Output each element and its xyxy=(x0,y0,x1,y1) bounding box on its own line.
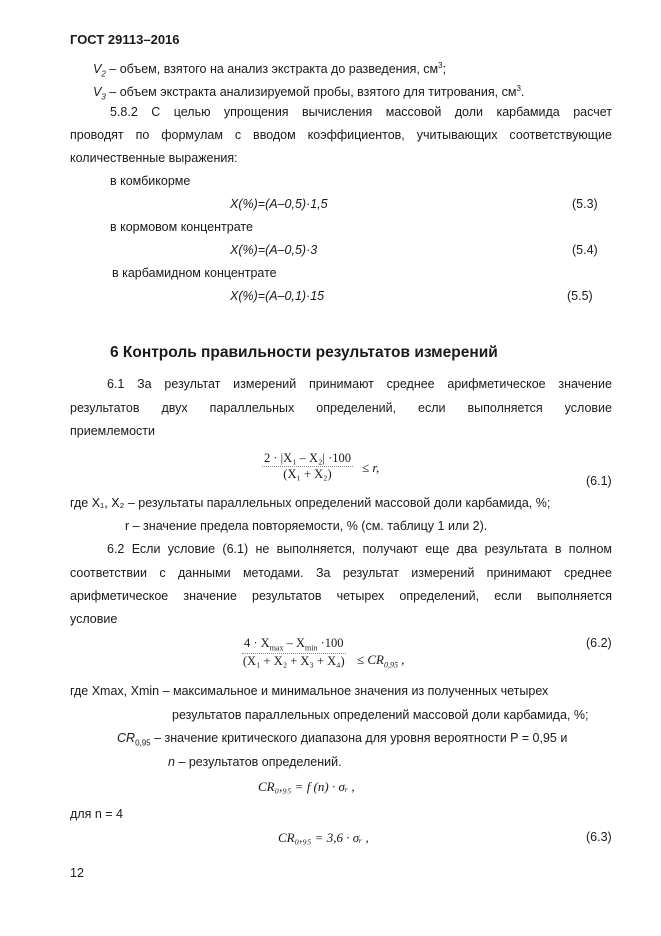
document-header: ГОСТ 29113–2016 xyxy=(70,32,180,47)
paragraph-5-8-2-line: количественные выражения: xyxy=(70,151,238,165)
formula-number: (5.5) xyxy=(567,289,593,303)
case-label: в комбикорме xyxy=(110,174,191,188)
paragraph-6-2-line: соответствии с данными методами. За результат измерений принимают среднее xyxy=(70,566,612,580)
where-6-2-line: n – результатов определений. xyxy=(168,755,342,769)
formula-6-3: CR₀,₉₅ = 3,6 · σᵣ , xyxy=(278,830,369,845)
where-6-2-line: $CR_{0,95}$ – значение критического диапазона для уровня вероятности P = 0,95 и xyxy=(117,731,568,748)
formula-number: (5.4) xyxy=(572,243,598,257)
for-n-label: для n = 4 xyxy=(70,807,123,821)
section-heading: 6 Контроль правильности результатов измерений xyxy=(110,344,498,361)
where-6-2-line: результатов параллельных определений массовой доли карбамида, %; xyxy=(172,708,589,722)
formula-6-1: $\frac{\text{2 · |X₁ – X₂| ·100}}{\text{(X₁ + X₂)}}$ xyxy=(264,451,351,481)
paragraph-5-8-2-line: 5.8.2 С целью упрощения вычисления массовой доли карбамида расчет xyxy=(110,105,612,119)
paragraph-6-1-line: 6.1 За результат измерений принимают среднее арифметическое значение xyxy=(107,377,612,391)
definition-v3: $V_3$ – объем экстракта анализируемой пробы, взятого для титрования, $см^3$. xyxy=(93,84,525,102)
formula-number: (6.1) xyxy=(586,474,612,488)
paragraph-6-1-line: приемлемости xyxy=(70,424,155,438)
formula-5-3: X(%)=(A–0,5)·1,5 xyxy=(230,197,328,211)
formula-5-5: X(%)=(A–0,1)·15 xyxy=(230,289,325,303)
definition-v2: $V_2$ – объем, взятого на анализ экстракта до разведения, $см^3$; xyxy=(93,61,447,79)
case-label: в кормовом концентрате xyxy=(110,220,253,234)
paragraph-6-2-line: условие xyxy=(70,612,118,626)
formula-cr: CR₀,₉₅ = f (n) · σᵣ , xyxy=(258,779,355,794)
page-number: 12 xyxy=(70,866,84,880)
paragraph-5-8-2-line: проводят по формулам с вводом коэффициентов, учитывающих соответствующие xyxy=(70,128,612,142)
formula-5-4: X(%)=(A–0,5)·3 xyxy=(230,243,318,257)
formula-number: (6.2) xyxy=(586,636,612,650)
case-label: в карбамидном концентрате xyxy=(112,266,277,280)
formula-6-2-rhs: ≤ $CR_{0,95}$ , xyxy=(357,652,405,670)
formula-number: (5.3) xyxy=(572,197,598,211)
formula-number: (6.3) xyxy=(586,830,612,844)
where-6-2-line: где Xmax, Xmin – максимальное и минимальное значения из полученных четырех xyxy=(70,684,549,698)
formula-6-2: $4 \cdot X_{max} - X_{min} \cdot 100$ (X₁ + X₂ + X₃ + X₄) xyxy=(242,636,345,668)
formula-6-1-rhs: ≤ r, xyxy=(362,460,380,475)
paragraph-6-1-line: результатов двух параллельных определений, если выполняется условие xyxy=(70,401,612,415)
paragraph-6-2-line: 6.2 Если условие (6.1) не выполняется, получают еще два результата в полном xyxy=(107,542,612,556)
where-6-1-line: r – значение предела повторяемости, % (см. таблицу 1 или 2). xyxy=(125,519,488,533)
paragraph-6-2-line: арифметическое значение результатов четырех определений, если выполняется xyxy=(70,589,612,603)
where-6-1-line: где X₁, X₂ – результаты параллельных определений массовой доли карбамида, %; xyxy=(70,496,551,510)
